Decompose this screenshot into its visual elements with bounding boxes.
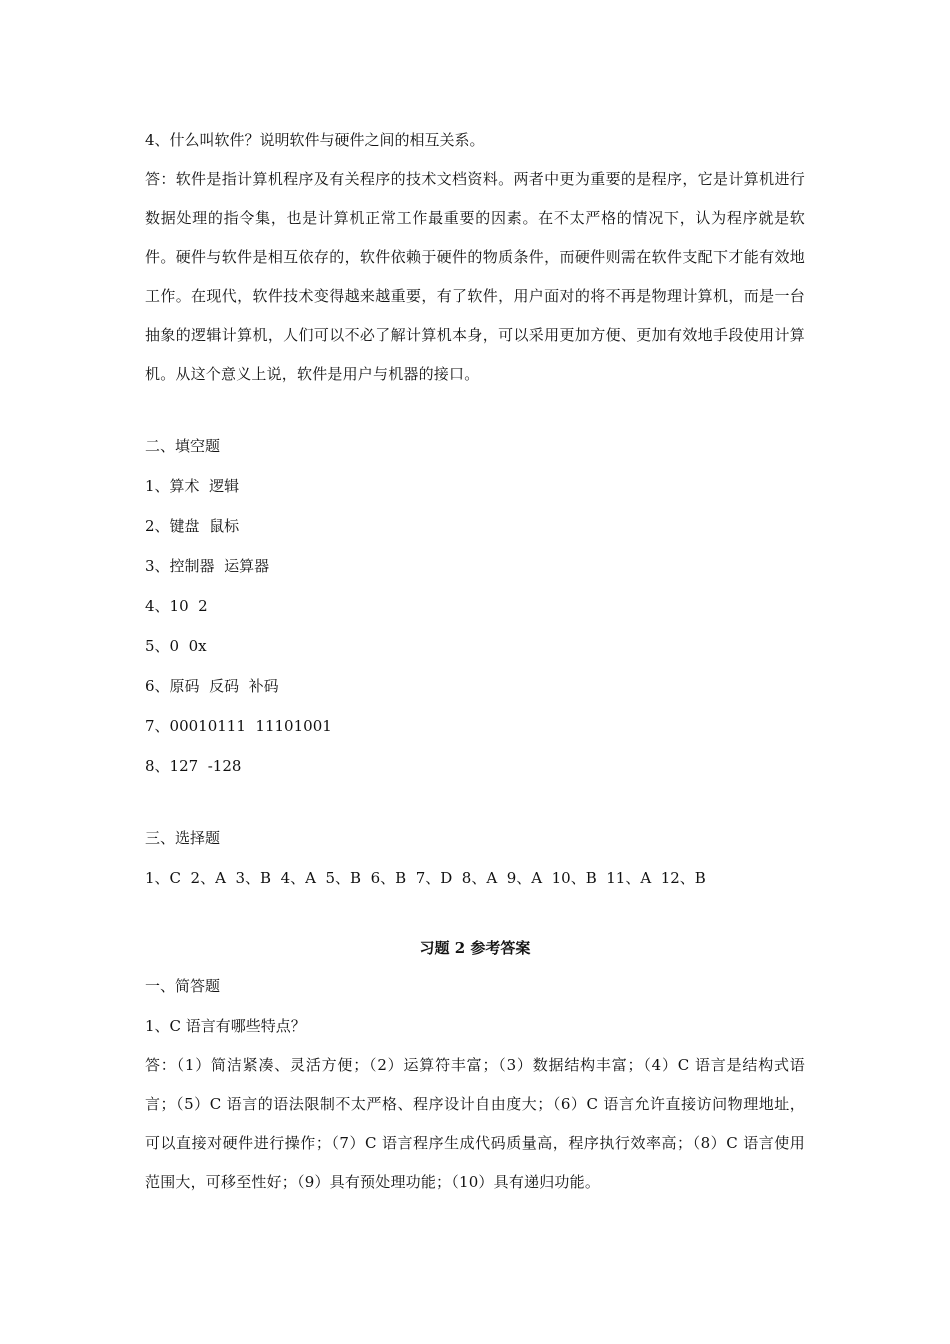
spacer	[145, 394, 805, 426]
question-4: 4、什么叫软件？说明软件与硬件之间的相互关系。	[145, 131, 485, 149]
fill-blank-item: 1、算术 逻辑	[145, 477, 240, 495]
fill-blank-item: 8、127 -128	[145, 757, 242, 775]
fill-blank-item: 5、0 0x	[145, 637, 207, 655]
exercise-2-answer-1: 答：（1）简洁紧凑、灵活方便；（2）运算符丰富；（3）数据结构丰富；（4）C 语言是结构式语言；（5）C 语言的语法限制不太严格、程序设计自由度大；（6）C 语言允许直接访问物理地址，可以直接对硬件进行操作；（7）C 语言程序生成代码质量高，程序执行效率高；（8）C 语言使用范围大，可移至性好；（9）具有预处理功能；（10）具有递归功能。	[145, 1056, 805, 1191]
fill-blank-item: 6、原码 反码 补码	[145, 677, 279, 695]
spacer	[145, 786, 805, 818]
exercise-2-heading: 习题 2 参考答案	[419, 939, 531, 957]
fill-blank-item: 2、键盘 鼠标	[145, 517, 240, 535]
answer-4: 答：软件是指计算机程序及有关程序的技术文档资料。两者中更为重要的是程序，它是计算机进行数据处理的指令集，也是计算机正常工作最重要的因素。在不太严格的情况下，认为程序就是软件。硬件与软件是相互依存的，软件依赖于硬件的物质条件，而硬件则需在软件支配下才能有效地工作。在现代，软件技术变得越来越重要，有了软件，用户面对的将不再是物理计算机，而是一台抽象的逻辑计算机，人们可以不必了解计算机本身，可以采用更加方便、更加有效地手段使用计算机。从这个意义上说，软件是用户与机器的接口。	[145, 170, 805, 383]
choice-answers: 1、C 2、A 3、B 4、A 5、B 6、B 7、D 8、A 9、A 10、B 11、A 12、B	[145, 869, 706, 887]
fill-blank-item: 4、10 2	[145, 597, 208, 615]
document-content	[145, 120, 805, 1202]
fill-blank-item: 3、控制器 运算器	[145, 557, 270, 575]
fill-blank-title: 二、填空题	[145, 437, 221, 455]
choice-title: 三、选择题	[145, 829, 221, 847]
short-answer-title: 一、简答题	[145, 977, 221, 995]
spacer	[145, 898, 805, 930]
fill-blank-item: 7、00010111 11101001	[145, 717, 332, 735]
exercise-2-question-1: 1、C 语言有哪些特点？	[145, 1017, 306, 1035]
